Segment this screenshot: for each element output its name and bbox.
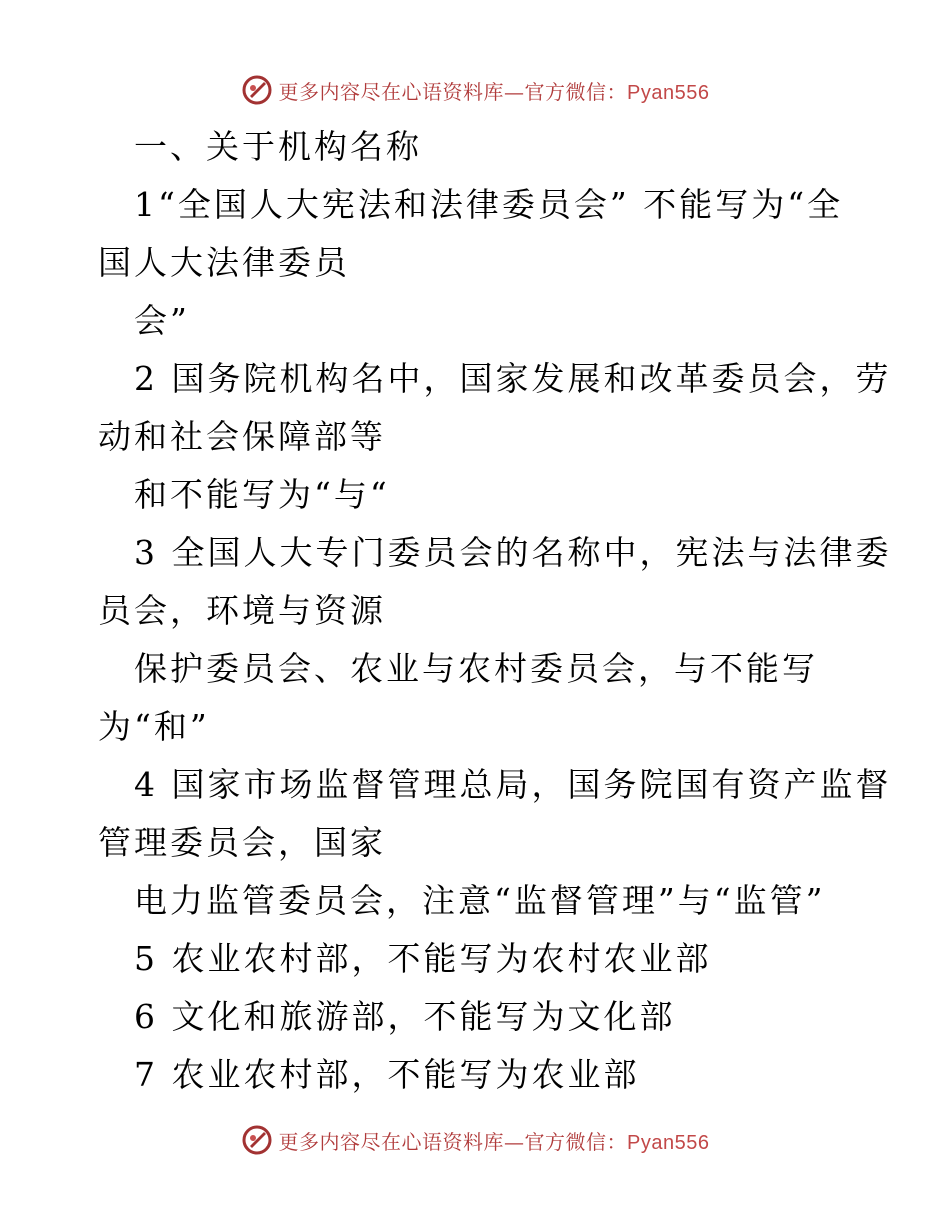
text-line: 2 国务院机构名中，国家发展和改革委员会，劳 <box>134 359 892 398</box>
logo-icon <box>241 1124 273 1156</box>
text-line: 员会，环境与资源 <box>98 591 386 630</box>
watermark-text: 更多内容尽在心语资料库—官方微信：Pyan556 <box>278 1129 710 1154</box>
text-line: 5 农业农村部，不能写为农村农业部 <box>134 939 712 978</box>
header-watermark <box>0 70 950 110</box>
text-line: 一、关于机构名称 <box>134 127 422 166</box>
text-line: 3 全国人大专门委员会的名称中，宪法与法律委 <box>134 533 892 572</box>
text-line: 保护委员会、农业与农村委员会，与不能写 <box>134 649 818 688</box>
document-body <box>98 118 892 1104</box>
text-line: 管理委员会，国家 <box>98 823 386 862</box>
footer-watermark <box>0 1120 950 1160</box>
text-line: 1“全国人大宪法和法律委员会” 不能写为“全 <box>134 185 844 224</box>
text-line: 国人大法律委员 <box>98 243 350 282</box>
text-line: 6 文化和旅游部，不能写为文化部 <box>134 997 676 1036</box>
watermark-text: 更多内容尽在心语资料库—官方微信：Pyan556 <box>278 79 710 104</box>
logo-icon <box>241 74 273 106</box>
text-line: 电力监管委员会，注意“监督管理”与“监管” <box>134 881 826 920</box>
text-line: 会” <box>134 301 190 340</box>
text-line: 为“和” <box>98 707 210 746</box>
text-line: 和不能写为“与“ <box>134 475 390 514</box>
text-line: 4 国家市场监督管理总局，国务院国有资产监督 <box>134 765 892 804</box>
text-line: 7 农业农村部，不能写为农业部 <box>134 1055 640 1094</box>
text-line: 动和社会保障部等 <box>98 417 386 456</box>
